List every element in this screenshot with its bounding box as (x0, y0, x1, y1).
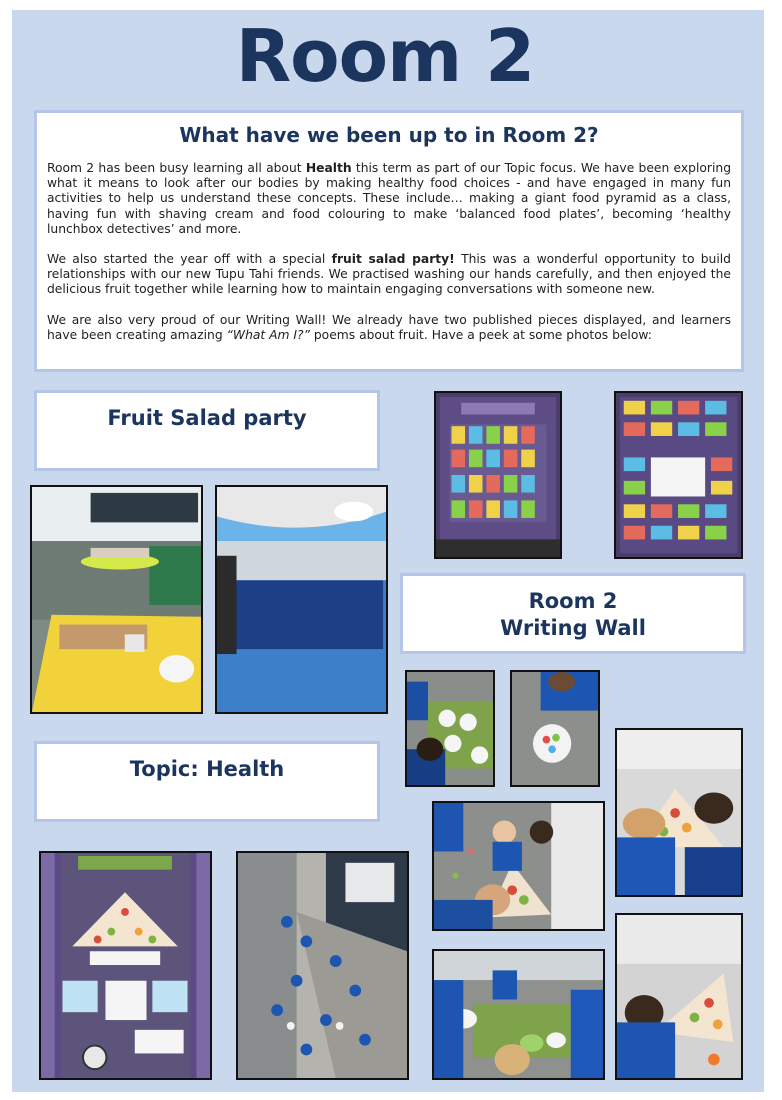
intro-box (34, 110, 744, 372)
intro-paragraph-2: We also started the year off with a special fruit salad party! This was a wonderful opportunity to build relationships with our new Tupu Tahi friends. We practised washing our hands carefully, and then enjoyed the delicious fruit together while learning how to maintain engaging conversations with someone new. (47, 252, 731, 297)
topic-health-label: Topic: Health (34, 741, 380, 822)
intro-paragraph-3: We are also very proud of our Writing Wall! We already have two published pieces displayed, and learners have been creating amazing “What Am I?” poems about fruit. Have a peek at some photos below: (47, 312, 731, 342)
intro-heading: What have we been up to in Room 2? (179, 123, 599, 147)
writing-wall-photo-1 (434, 391, 562, 559)
writing-wall-label: Room 2 Writing Wall (400, 573, 746, 654)
fruit-salad-table-photo (30, 485, 203, 714)
fruit-salad-label: Fruit Salad party (34, 390, 380, 471)
courtyard-activity-photo (236, 851, 409, 1080)
writing-wall-photo-2 (614, 391, 743, 559)
food-pyramid-floor-photo-2 (432, 801, 605, 931)
class-table-plates-photo (432, 949, 605, 1080)
food-pyramid-floor-photo-3 (615, 913, 743, 1080)
food-pyramid-floor-photo-1 (615, 728, 743, 897)
thrive-food-pyramid-display-photo (39, 851, 212, 1080)
class-group-photo (215, 485, 388, 714)
page-title: Room 2 (235, 14, 535, 98)
shaving-cream-plates-photo-2 (510, 670, 600, 787)
intro-paragraph-1: Room 2 has been busy learning all about Health this term as part of our Topic focus. We have been exploring what it means to look after our bodies by making healthy food choices - and have engaged in many fun activities to help us understand these concepts. These include… making a giant food pyramid as a class, having fun with shaving cream and food colouring to make ‘balanced food plates’, becoming ‘healthy lunchbox detectives’ and more. (47, 161, 732, 236)
shaving-cream-plates-photo-1 (405, 670, 495, 787)
